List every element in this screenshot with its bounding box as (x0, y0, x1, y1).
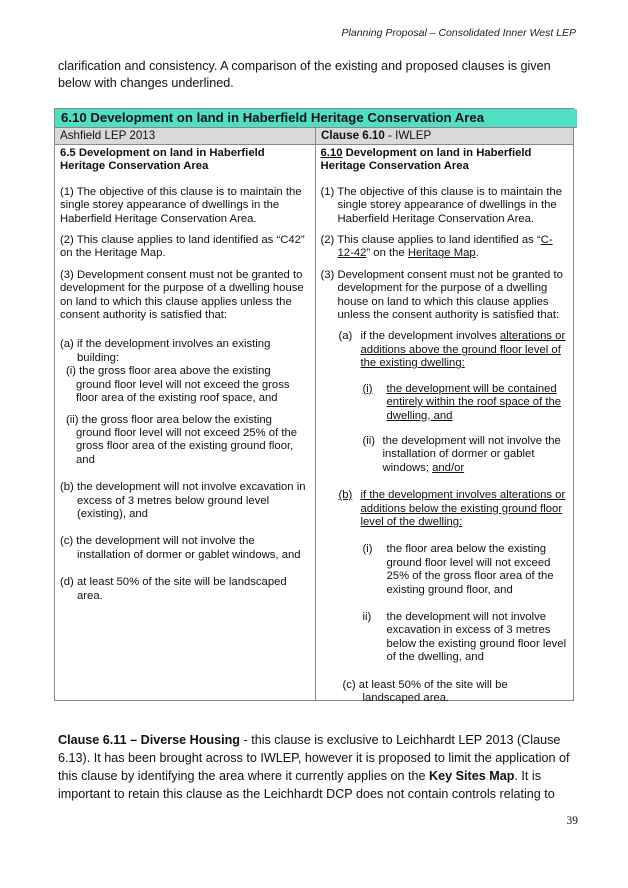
proposed-item-a-label: (a) (338, 330, 353, 343)
table-header-row (55, 128, 573, 145)
proposed-subclause-2-end: . (475, 247, 479, 260)
proposed-item-a-text-start: if the development involves (360, 330, 500, 343)
clause-6-11-heading: Clause 6.11 – Diverse Housing (58, 733, 240, 747)
existing-item-d: (d) at least 50% of the site will be landscaped area. (60, 576, 287, 602)
column-header-proposed (316, 128, 436, 144)
proposed-item-a-text-changed: alterations or additions above the ground floor level of the existing dwelling: (360, 330, 566, 370)
proposed-item-a-ii (321, 435, 569, 475)
proposed-item-b-text: if the development involves alterations or additions below the existing ground floor level of the dwelling: (360, 489, 566, 528)
proposed-clause-heading (321, 147, 569, 174)
proposed-item-a-ii-text-start: the development will not involve the installation of dormer or gablet windows; (382, 434, 561, 474)
proposed-item-a (321, 330, 569, 370)
proposed-subclause-1: (1) The objective of this clause is to maintain the single storey appearance of dwellings in the Haberfield Heritage Conservation Area. (320, 185, 563, 225)
clause-6-11-paragraph (58, 731, 578, 803)
existing-clause-heading: 6.5 Development on land in Haberfield Heritage Conservation Area (60, 147, 265, 173)
running-header: Planning Proposal – Consolidated Inner West LEP (341, 27, 576, 39)
proposed-clause-title: Development on land in Haberfield Heritage Conservation Area (320, 147, 532, 173)
existing-subclause-3: (3) Development consent must not be granted to development for the purpose of a dwelling house on land to which this clause applies unless the consent authority is satisfied that: (60, 268, 304, 322)
proposed-item-a-i-label: (i) (362, 382, 373, 395)
key-sites-map-reference: Key Sites Map (429, 769, 515, 783)
proposed-map-name: Heritage Map (407, 247, 476, 260)
proposed-clause-column (316, 145, 574, 704)
existing-subclause-1: (1) The objective of this clause is to maintain the single storey appearance of dwellings in the Haberfield Heritage Conservation Area. (60, 185, 302, 225)
proposed-item-b-ii-text: the development will not involve excavation in excess of 3 metres below the existing ground floor level of the dwelling, and (386, 610, 567, 664)
table-body (55, 145, 573, 704)
existing-item-a-i-text: (i) the gross floor area above the existing ground floor level will not exceed the gross floor area of the existing roof space, and (66, 365, 290, 405)
proposed-subclause-2-start: (2) This clause applies to land identified as “ (320, 234, 541, 247)
proposed-item-a-i-text: the development will be contained entirely within the roof space of the dwelling, and (386, 382, 562, 422)
proposed-item-b-i (321, 543, 569, 597)
proposed-item-a-text (361, 330, 569, 370)
existing-subclause-2: (2) This clause applies to land identified as “C42” on the Heritage Map. (60, 234, 305, 260)
column-header-existing: Ashfield LEP 2013 (55, 128, 316, 144)
proposed-map-code: C-12-42 (337, 234, 553, 260)
proposed-subclause-2-mid: ” on the (366, 247, 408, 260)
proposed-item-b (321, 489, 569, 529)
proposed-item-b-i-text: the floor area below the existing ground floor level will not exceed 25% of the gross floor area of the existing ground floor, and (386, 543, 554, 596)
proposed-item-b-ii-label: ii) (362, 610, 372, 623)
existing-item-a-i (60, 365, 310, 405)
proposed-item-b-ii (321, 611, 569, 665)
proposed-item-a-ii-text (383, 435, 569, 475)
proposed-item-c-text: (c) at least 50% of the site will be landscaped area. (342, 678, 508, 704)
proposed-item-a-ii-text-changed: and/or (432, 461, 465, 474)
proposed-item-a-i (321, 383, 569, 423)
clause-6-11-text-1: - this clause is exclusive to Leichhardt LEP 2013 (Clause 6.13). It has been brought across to IWLEP, however it is proposed to limit the application of this clause by identifying the area where it currently applies on the (58, 733, 570, 783)
column-header-proposed-suffix: - IWLEP (384, 129, 432, 142)
existing-item-a-ii (60, 414, 310, 468)
proposed-item-c (321, 679, 569, 706)
table-title: 6.10 Development on land in Haberfield Heritage Conservation Area (55, 109, 577, 128)
proposed-subclause-2 (321, 234, 569, 261)
page-number: 39 (566, 815, 578, 827)
existing-item-c: (c) the development will not involve the installation of dormer or gablet windows, and (60, 535, 301, 561)
intro-paragraph: clarification and consistency. A comparison of the existing and proposed clauses is given below with changes underlined. (58, 59, 551, 90)
existing-item-b: (b) the development will not involve excavation in excess of 3 metres below ground level (existing), and (60, 481, 306, 520)
column-header-proposed-clause: Clause 6.10 (321, 129, 385, 142)
proposed-item-a-ii-label: (ii) (362, 434, 376, 447)
proposed-clause-number: 6.10 (320, 147, 343, 159)
existing-clause-column (55, 145, 316, 700)
proposed-item-b-label: (b) (338, 489, 353, 502)
existing-item-a: (a) if the development involves an existing building: (60, 338, 271, 364)
proposed-item-b-i-label: (i) (362, 543, 373, 556)
comparison-table (54, 108, 574, 704)
clause-6-11-text-2: . It is important to retain this clause as the Leichhardt DCP does not contain controls relating to (58, 769, 555, 801)
existing-item-a-ii-text: (ii) the gross floor area below the existing ground floor level will not exceed 25% of the gross floor area of the existing ground floor, and (66, 413, 298, 466)
proposed-subclause-3: (3) Development consent must not be granted to development for the purpose of a dwelling house on land to which this clause applies unless the consent authority is satisfied that: (320, 268, 563, 322)
